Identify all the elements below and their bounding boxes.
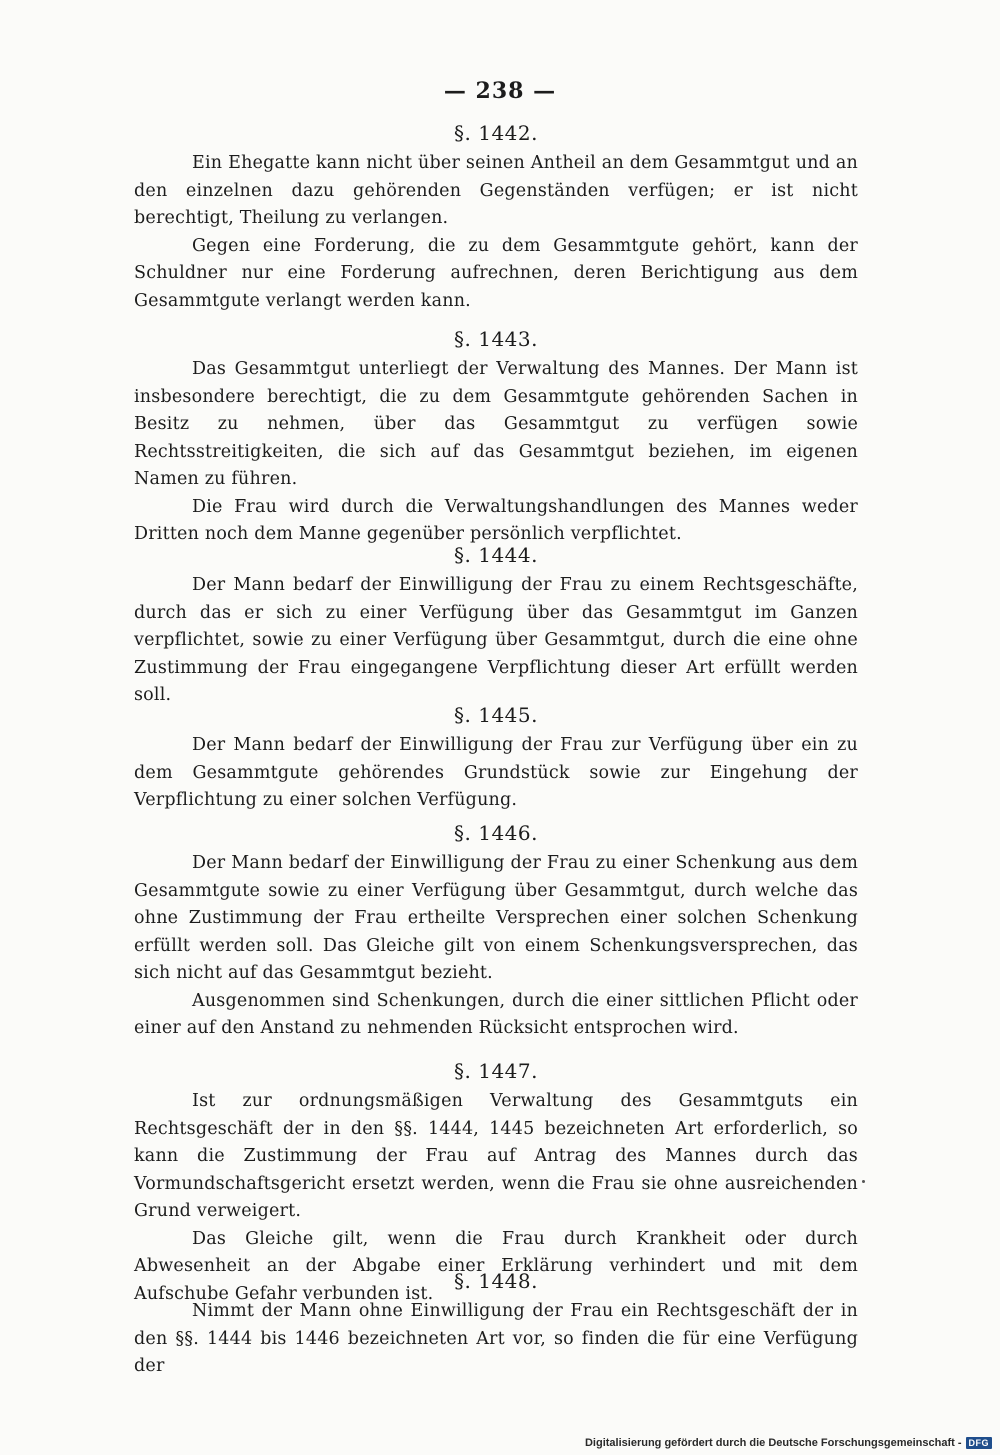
paragraph: Gegen eine Forderung, die zu dem Gesammtgute gehört, kann der Schuldner nur eine Forderung aufrechnen, deren Berichtigung aus dem Gesammtgute verlangt werden kann. (134, 235, 858, 311)
paragraph: Nimmt der Mann ohne Einwilligung der Frau ein Rechtsgeschäft der in den §§. 1444 bis 1446 bezeichneten Art vor, so finden die für eine Verfügung der (134, 1301, 858, 1376)
section-title: §. 1447. (454, 1059, 538, 1083)
paragraph: Ausgenommen sind Schenkungen, durch die einer sittlichen Pflicht oder einer auf den Anstand zu nehmenden Rücksicht entsprochen wird. (134, 990, 858, 1038)
section-1443 (134, 326, 858, 549)
section-1444 (134, 542, 858, 710)
section-title: §. 1446. (454, 821, 538, 845)
section-title: §. 1445. (454, 703, 538, 727)
page-number: — 238 — (443, 78, 557, 104)
paragraph: Ein Ehegatte kann nicht über seinen Antheil an dem Gesammtgut und an den einzelnen dazu gehörenden Gegenständen verfügen; er ist nicht berechtigt, Theilung zu verlangen. (134, 153, 858, 228)
paragraph: Ist zur ordnungsmäßigen Verwaltung des Gesammtguts ein Rechtsgeschäft der in den §§. 1444, 1445 bezeichneten Art erforderlich, so kann die Zustimmung der Frau auf Antrag des Mannes durch das Vormundschaftsgericht ersetzt werden, wenn die Frau sie ohne ausreichenden Grund verweigert. (134, 1091, 858, 1221)
footer-text: Digitalisierung gefördert durch die Deutsche Forschungsgemeinschaft - (584, 1437, 962, 1449)
section-1448 (134, 1268, 858, 1381)
section-title: §. 1443. (454, 327, 538, 351)
paragraph: Das Gesammtgut unterliegt der Verwaltung des Mannes. Der Mann ist insbesondere berechtigt, die zu dem Gesammtgute gehörenden Sachen in Besitz zu nehmen, über das Gesammtgut zu verfügen sowie Rechtsstreitigkeiten, die sich auf das Gesammtgut beziehen, im eigenen Namen zu führen. (134, 359, 858, 489)
paragraph: Der Mann bedarf der Einwilligung der Frau zur Verfügung über ein zu dem Gesammtgute gehörendes Grundstück sowie zur Eingehung der Verpflichtung zu einer solchen Verfügung. (134, 735, 858, 810)
section-1446 (134, 820, 858, 1043)
section-title: §. 1442. (454, 121, 538, 145)
section-title: §. 1444. (454, 543, 538, 567)
scan-speck (862, 1180, 865, 1183)
paragraph: Der Mann bedarf der Einwilligung der Frau zu einer Schenkung aus dem Gesammtgute sowie zu einer Verfügung über Gesammtgut, durch welche das ohne Zustimmung der Frau ertheilte Versprechen einer solchen Schenkung erfüllt werden soll. Das Gleiche gilt von einem Schenkungsversprechen, das sich nicht auf das Gesammtgut bezieht. (134, 853, 858, 983)
dfg-logo-icon: DFG (966, 1437, 993, 1449)
paragraph: Das Gleiche gilt, wenn die Frau durch Krankheit oder durch Abwesenheit an der Abgabe einer Erklärung verhindert und mit dem Aufschube Gefahr verbunden ist. (134, 1228, 858, 1304)
section-title: §. 1448. (454, 1269, 538, 1293)
paragraph: Die Frau wird durch die Verwaltungshandlungen des Mannes weder Dritten noch dem Manne gegenüber persönlich verpflichtet. (134, 496, 858, 544)
section-1442 (134, 120, 858, 315)
paragraph: Der Mann bedarf der Einwilligung der Frau zu einem Rechtsgeschäfte, durch das er sich zu einer Verfügung über das Gesammtgut im Ganzen verpflichtet, sowie zu einer Verfügung über Gesammtgut, durch die eine ohne Zustimmung der Frau eingegangene Verpflichtung dieser Art erfüllt werden soll. (134, 575, 858, 705)
section-1445 (134, 702, 858, 815)
digitization-footer (585, 1437, 992, 1449)
